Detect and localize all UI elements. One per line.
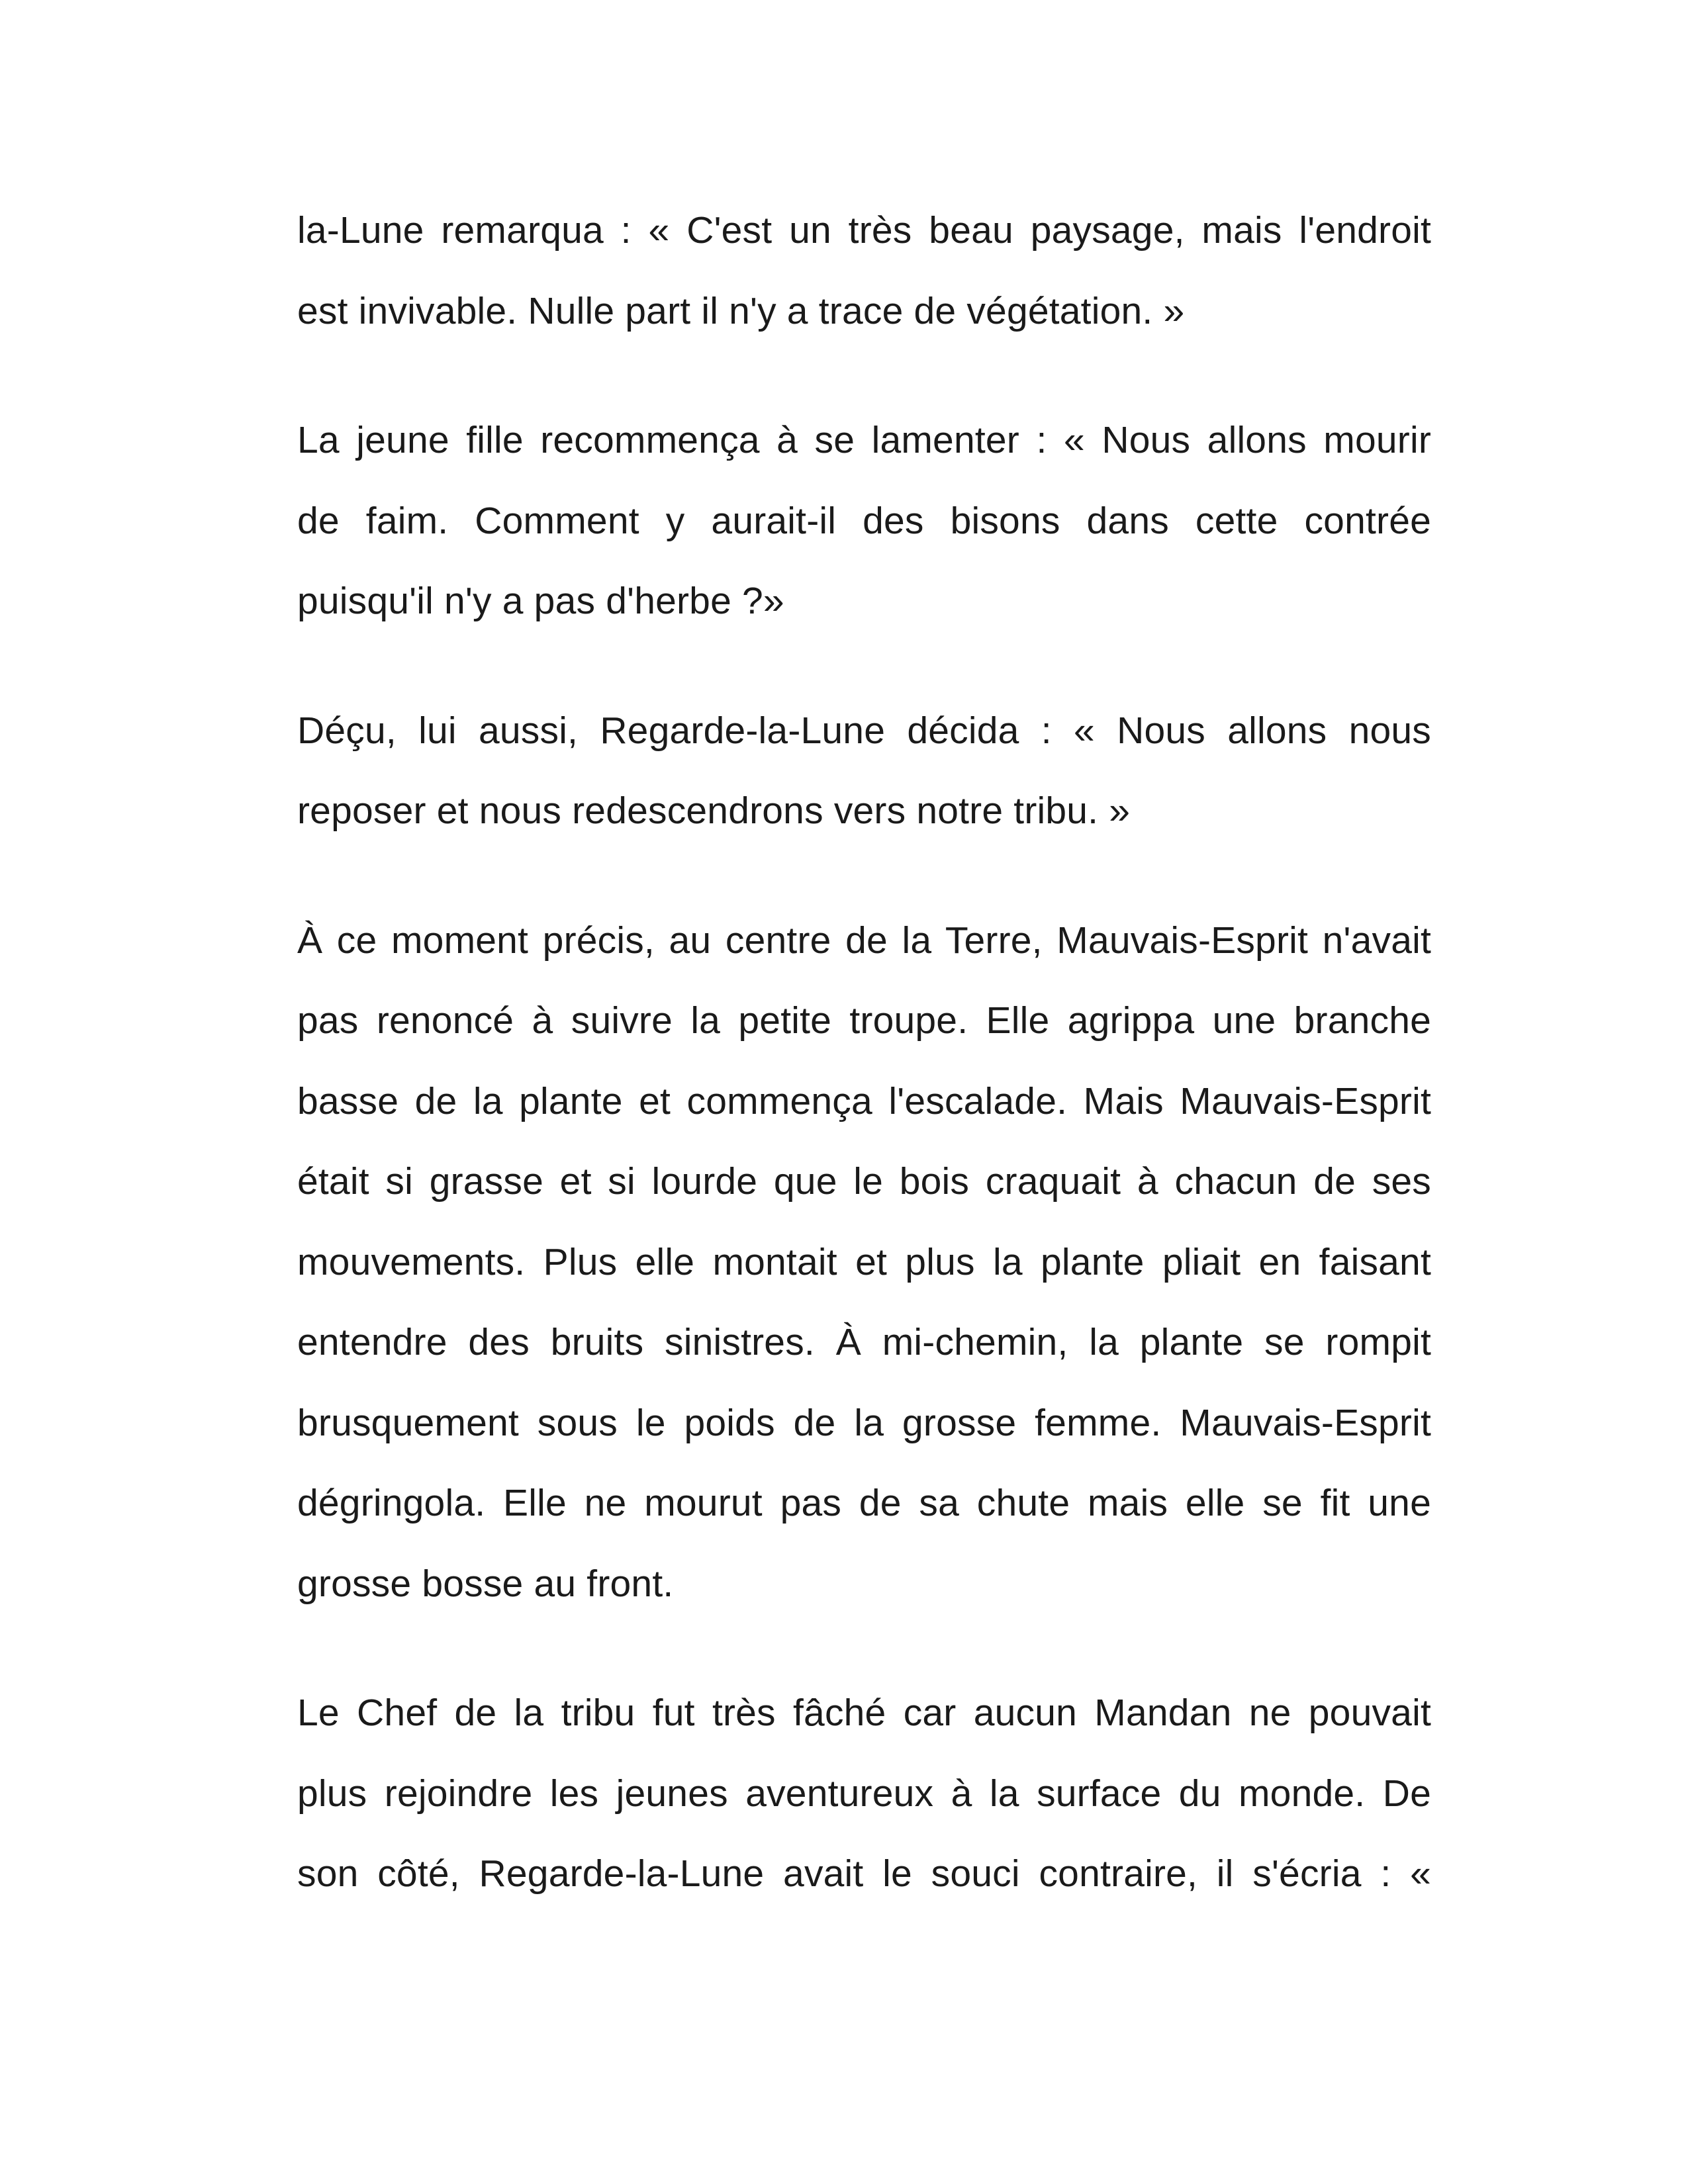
text-line: dégringola. Elle ne mourut pas de sa chute mais elle se fit une	[297, 1482, 1431, 1524]
text-line: À ce moment précis, au centre de la Terre, Mauvais-Esprit n'avait	[297, 919, 1431, 962]
text-line: reposer et nous redescendrons vers notre tribu. »	[297, 790, 1131, 832]
paragraph-3	[297, 691, 1431, 852]
text-line: mouvements. Plus elle montait et plus la plante pliait en faisant	[297, 1240, 1431, 1283]
text-line: Le Chef de la tribu fut très fâché car aucun Mandan ne pouvait	[297, 1692, 1431, 1734]
body-text	[297, 191, 1431, 1964]
text-line: était si grasse et si lourde que le bois craquait à chacun de ses	[297, 1160, 1431, 1203]
text-line: plus rejoindre les jeunes aventureux à la surface du monde. De	[297, 1772, 1431, 1815]
text-line: puisqu'il n'y a pas d'herbe ?»	[297, 580, 784, 622]
paragraph-5	[297, 1673, 1431, 1915]
text-line: basse de la plante et commença l'escalade. Mais Mauvais-Esprit	[297, 1079, 1431, 1122]
text-line: Déçu, lui aussi, Regarde-la-Lune décida : « Nous allons nous	[297, 709, 1431, 752]
text-line: brusquement sous le poids de la grosse femme. Mauvais-Esprit	[297, 1401, 1431, 1444]
text-line: pas renoncé à suivre la petite troupe. Elle agrippa une branche	[297, 999, 1431, 1042]
text-line: de faim. Comment y aurait-il des bisons dans cette contrée	[297, 499, 1431, 542]
text-line: la-Lune remarqua : « C'est un très beau paysage, mais l'endroit	[297, 209, 1431, 251]
text-line: La jeune fille recommença à se lamenter : « Nous allons mourir	[297, 419, 1431, 461]
paragraph-1	[297, 191, 1431, 351]
paragraph-2	[297, 400, 1431, 642]
text-line: entendre des bruits sinistres. À mi-chemin, la plante se rompit	[297, 1321, 1431, 1363]
text-line: est invivable. Nulle part il n'y a trace de végétation. »	[297, 289, 1185, 332]
text-line: grosse bosse au front.	[297, 1562, 674, 1605]
paragraph-4	[297, 901, 1431, 1625]
text-line: son côté, Regarde-la-Lune avait le souci contraire, il s'écria : «	[297, 1852, 1431, 1895]
